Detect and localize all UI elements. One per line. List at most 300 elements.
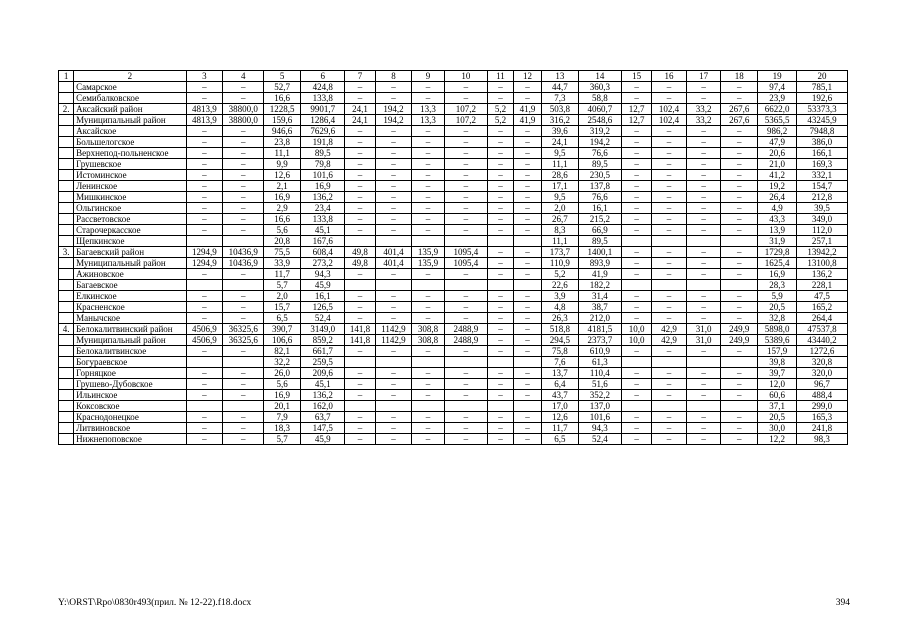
value-cell bbox=[444, 401, 487, 412]
header-cell: 18 bbox=[721, 71, 758, 82]
row-number-cell bbox=[59, 170, 74, 181]
value-cell: 360,3 bbox=[578, 82, 621, 93]
value-cell: – bbox=[345, 368, 375, 379]
value-cell: – bbox=[652, 346, 687, 357]
value-cell: 133,8 bbox=[301, 93, 345, 104]
row-number-cell bbox=[59, 181, 74, 192]
value-cell: 1095,4 bbox=[444, 258, 487, 269]
territory-name-cell: Муниципальный район bbox=[74, 335, 186, 346]
value-cell: – bbox=[513, 247, 541, 258]
table-row bbox=[59, 247, 848, 258]
value-cell: 16,9 bbox=[758, 269, 797, 280]
value-cell: 16,9 bbox=[264, 390, 301, 401]
value-cell: – bbox=[621, 346, 651, 357]
value-cell: 18,3 bbox=[264, 423, 301, 434]
value-cell: – bbox=[652, 137, 687, 148]
value-cell: 31,0 bbox=[686, 324, 721, 335]
value-cell: 23,4 bbox=[301, 203, 345, 214]
value-cell: – bbox=[487, 335, 513, 346]
value-cell: 9,5 bbox=[542, 148, 579, 159]
value-cell: – bbox=[652, 126, 687, 137]
value-cell: 49,8 bbox=[345, 258, 375, 269]
value-cell: 5,9 bbox=[758, 291, 797, 302]
value-cell: – bbox=[621, 269, 651, 280]
territory-name-cell: Багаевское bbox=[74, 280, 186, 291]
value-cell: 20,8 bbox=[264, 236, 301, 247]
value-cell: – bbox=[686, 203, 721, 214]
value-cell: – bbox=[513, 159, 541, 170]
value-cell: 165,2 bbox=[797, 302, 848, 313]
value-cell: – bbox=[412, 379, 444, 390]
value-cell: – bbox=[444, 126, 487, 137]
value-cell: – bbox=[412, 269, 444, 280]
value-cell: 12,0 bbox=[758, 379, 797, 390]
value-cell: – bbox=[345, 170, 375, 181]
value-cell: – bbox=[652, 269, 687, 280]
value-cell: 7,9 bbox=[264, 412, 301, 423]
value-cell: 212,8 bbox=[797, 192, 848, 203]
value-cell: – bbox=[444, 434, 487, 445]
value-cell: 94,3 bbox=[578, 423, 621, 434]
value-cell: 76,6 bbox=[578, 148, 621, 159]
value-cell: – bbox=[375, 82, 412, 93]
value-cell: – bbox=[652, 313, 687, 324]
row-number-cell bbox=[59, 401, 74, 412]
value-cell bbox=[223, 357, 264, 368]
value-cell: – bbox=[621, 423, 651, 434]
value-cell: 137,8 bbox=[578, 181, 621, 192]
value-cell: 45,1 bbox=[301, 225, 345, 236]
value-cell: 264,4 bbox=[797, 313, 848, 324]
row-number-cell bbox=[59, 203, 74, 214]
value-cell: 19,2 bbox=[758, 181, 797, 192]
value-cell: – bbox=[513, 82, 541, 93]
row-number-cell bbox=[59, 82, 74, 93]
territory-name-cell: Семибалковское bbox=[74, 93, 186, 104]
value-cell: – bbox=[223, 390, 264, 401]
value-cell: – bbox=[621, 434, 651, 445]
value-cell: – bbox=[487, 313, 513, 324]
value-cell: 53373,3 bbox=[797, 104, 848, 115]
value-cell: – bbox=[621, 390, 651, 401]
value-cell: – bbox=[652, 148, 687, 159]
value-cell: 41,9 bbox=[513, 104, 541, 115]
row-number-cell bbox=[59, 357, 74, 368]
value-cell: – bbox=[621, 148, 651, 159]
value-cell: 4,8 bbox=[542, 302, 579, 313]
value-cell: 320,0 bbox=[797, 368, 848, 379]
value-cell: – bbox=[412, 192, 444, 203]
value-cell: – bbox=[621, 225, 651, 236]
value-cell: – bbox=[375, 291, 412, 302]
value-cell: 102,4 bbox=[652, 115, 687, 126]
value-cell: 32,8 bbox=[758, 313, 797, 324]
value-cell: 106,6 bbox=[264, 335, 301, 346]
value-cell bbox=[375, 357, 412, 368]
value-cell: 135,9 bbox=[412, 258, 444, 269]
value-cell: – bbox=[621, 181, 651, 192]
value-cell: – bbox=[513, 192, 541, 203]
row-number-cell: 3. bbox=[59, 247, 74, 258]
value-cell: – bbox=[412, 181, 444, 192]
value-cell bbox=[721, 280, 758, 291]
value-cell: – bbox=[444, 214, 487, 225]
table-row bbox=[59, 346, 848, 357]
value-cell: 43245,9 bbox=[797, 115, 848, 126]
value-cell: 319,2 bbox=[578, 126, 621, 137]
value-cell: 98,3 bbox=[797, 434, 848, 445]
value-cell: – bbox=[686, 82, 721, 93]
value-cell: – bbox=[686, 291, 721, 302]
value-cell: 6,5 bbox=[264, 313, 301, 324]
value-cell: – bbox=[444, 148, 487, 159]
value-cell: – bbox=[412, 137, 444, 148]
value-cell: 39,6 bbox=[542, 126, 579, 137]
value-cell: 42,9 bbox=[652, 324, 687, 335]
value-cell: 141,8 bbox=[345, 335, 375, 346]
value-cell: 60,6 bbox=[758, 390, 797, 401]
value-cell: – bbox=[686, 93, 721, 104]
value-cell: – bbox=[487, 423, 513, 434]
value-cell: 390,7 bbox=[264, 324, 301, 335]
value-cell: 7,3 bbox=[542, 93, 579, 104]
value-cell: 16,9 bbox=[301, 181, 345, 192]
value-cell: 12,7 bbox=[621, 115, 651, 126]
value-cell: – bbox=[412, 126, 444, 137]
value-cell: – bbox=[345, 214, 375, 225]
row-number-cell bbox=[59, 313, 74, 324]
value-cell: – bbox=[186, 137, 223, 148]
value-cell: – bbox=[375, 203, 412, 214]
value-cell: 273,2 bbox=[301, 258, 345, 269]
table-row bbox=[59, 104, 848, 115]
value-cell: 76,6 bbox=[578, 192, 621, 203]
value-cell: – bbox=[444, 192, 487, 203]
value-cell: – bbox=[721, 247, 758, 258]
header-cell: 2 bbox=[74, 71, 186, 82]
value-cell: 45,9 bbox=[301, 280, 345, 291]
value-cell: 2488,9 bbox=[444, 335, 487, 346]
value-cell: – bbox=[721, 346, 758, 357]
header-cell: 15 bbox=[621, 71, 651, 82]
value-cell: – bbox=[513, 346, 541, 357]
value-cell: 20,5 bbox=[758, 302, 797, 313]
value-cell: – bbox=[513, 93, 541, 104]
row-number-cell bbox=[59, 291, 74, 302]
value-cell: – bbox=[513, 214, 541, 225]
value-cell: 893,9 bbox=[578, 258, 621, 269]
value-cell: 26,7 bbox=[542, 214, 579, 225]
value-cell: – bbox=[487, 82, 513, 93]
value-cell: 7629,6 bbox=[301, 126, 345, 137]
territory-name-cell: Краснодонецкое bbox=[74, 412, 186, 423]
value-cell: 2,1 bbox=[264, 181, 301, 192]
value-cell: 12,6 bbox=[542, 412, 579, 423]
territory-name-cell: Истоминское bbox=[74, 170, 186, 181]
table-row bbox=[59, 126, 848, 137]
table-row bbox=[59, 324, 848, 335]
value-cell: – bbox=[345, 379, 375, 390]
header-cell: 8 bbox=[375, 71, 412, 82]
value-cell: – bbox=[223, 203, 264, 214]
value-cell: 38800,0 bbox=[223, 104, 264, 115]
row-number-cell bbox=[59, 346, 74, 357]
value-cell: – bbox=[652, 247, 687, 258]
value-cell: 316,2 bbox=[542, 115, 579, 126]
value-cell: – bbox=[652, 390, 687, 401]
value-cell: – bbox=[487, 148, 513, 159]
value-cell: – bbox=[186, 313, 223, 324]
value-cell: – bbox=[223, 412, 264, 423]
value-cell: – bbox=[487, 434, 513, 445]
value-cell: – bbox=[652, 258, 687, 269]
value-cell: 7948,8 bbox=[797, 126, 848, 137]
value-cell: 37,1 bbox=[758, 401, 797, 412]
value-cell: – bbox=[652, 434, 687, 445]
value-cell: 401,4 bbox=[375, 247, 412, 258]
value-cell: 332,1 bbox=[797, 170, 848, 181]
value-cell: – bbox=[375, 214, 412, 225]
value-cell bbox=[721, 236, 758, 247]
value-cell: 5,2 bbox=[487, 104, 513, 115]
value-cell: – bbox=[686, 269, 721, 280]
value-cell: – bbox=[686, 148, 721, 159]
value-cell: – bbox=[652, 302, 687, 313]
value-cell bbox=[721, 401, 758, 412]
row-number-cell bbox=[59, 236, 74, 247]
header-cell: 17 bbox=[686, 71, 721, 82]
value-cell bbox=[375, 236, 412, 247]
value-cell: – bbox=[186, 214, 223, 225]
value-cell: 4813,9 bbox=[186, 104, 223, 115]
value-cell: 11,7 bbox=[264, 269, 301, 280]
value-cell: – bbox=[721, 368, 758, 379]
value-cell: 661,7 bbox=[301, 346, 345, 357]
value-cell: – bbox=[345, 181, 375, 192]
value-cell: – bbox=[487, 302, 513, 313]
value-cell: 11,1 bbox=[542, 159, 579, 170]
value-cell: – bbox=[652, 214, 687, 225]
value-cell: – bbox=[721, 313, 758, 324]
value-cell: – bbox=[686, 159, 721, 170]
value-cell: 44,7 bbox=[542, 82, 579, 93]
value-cell: – bbox=[186, 170, 223, 181]
value-cell: – bbox=[412, 170, 444, 181]
value-cell: 1729,8 bbox=[758, 247, 797, 258]
value-cell: 43,7 bbox=[542, 390, 579, 401]
table-row bbox=[59, 203, 848, 214]
value-cell: 89,5 bbox=[578, 236, 621, 247]
value-cell: 5,7 bbox=[264, 280, 301, 291]
value-cell bbox=[412, 401, 444, 412]
row-number-cell bbox=[59, 159, 74, 170]
value-cell: 107,2 bbox=[444, 115, 487, 126]
territory-name-cell: Рассветовское bbox=[74, 214, 186, 225]
value-cell: 352,2 bbox=[578, 390, 621, 401]
table-row bbox=[59, 159, 848, 170]
value-cell: 6622,0 bbox=[758, 104, 797, 115]
value-cell: – bbox=[345, 137, 375, 148]
value-cell: – bbox=[721, 434, 758, 445]
value-cell: – bbox=[652, 291, 687, 302]
value-cell: 169,3 bbox=[797, 159, 848, 170]
table-row bbox=[59, 335, 848, 346]
value-cell: 36325,6 bbox=[223, 324, 264, 335]
value-cell bbox=[444, 280, 487, 291]
value-cell: – bbox=[487, 192, 513, 203]
table-row bbox=[59, 115, 848, 126]
table-row bbox=[59, 280, 848, 291]
value-cell: – bbox=[375, 170, 412, 181]
value-cell: – bbox=[513, 137, 541, 148]
value-cell: – bbox=[721, 423, 758, 434]
value-cell: – bbox=[621, 82, 651, 93]
value-cell: 33,2 bbox=[686, 115, 721, 126]
value-cell: – bbox=[412, 148, 444, 159]
value-cell: – bbox=[444, 159, 487, 170]
value-cell: 267,6 bbox=[721, 115, 758, 126]
value-cell: 43440,2 bbox=[797, 335, 848, 346]
value-cell: – bbox=[721, 258, 758, 269]
value-cell: – bbox=[621, 258, 651, 269]
value-cell: 610,9 bbox=[578, 346, 621, 357]
value-cell: – bbox=[621, 291, 651, 302]
value-cell: 4181,5 bbox=[578, 324, 621, 335]
value-cell: 112,0 bbox=[797, 225, 848, 236]
value-cell: 89,5 bbox=[301, 148, 345, 159]
table-row bbox=[59, 137, 848, 148]
value-cell: 1142,9 bbox=[375, 335, 412, 346]
value-cell bbox=[186, 401, 223, 412]
value-cell: 102,4 bbox=[652, 104, 687, 115]
table-row bbox=[59, 412, 848, 423]
value-cell: 38,7 bbox=[578, 302, 621, 313]
value-cell: – bbox=[375, 137, 412, 148]
value-cell: – bbox=[223, 181, 264, 192]
value-cell bbox=[186, 357, 223, 368]
value-cell: – bbox=[721, 181, 758, 192]
table-row bbox=[59, 192, 848, 203]
value-cell: 17,0 bbox=[542, 401, 579, 412]
value-cell: – bbox=[652, 181, 687, 192]
value-cell: – bbox=[487, 379, 513, 390]
value-cell: – bbox=[686, 313, 721, 324]
value-cell bbox=[652, 401, 687, 412]
value-cell: – bbox=[487, 203, 513, 214]
value-cell: – bbox=[652, 225, 687, 236]
value-cell bbox=[513, 236, 541, 247]
value-cell: 3149,0 bbox=[301, 324, 345, 335]
value-cell: 24,1 bbox=[542, 137, 579, 148]
territory-name-cell: Манычское bbox=[74, 313, 186, 324]
header-cell: 4 bbox=[223, 71, 264, 82]
value-cell: – bbox=[686, 302, 721, 313]
value-cell: 47,5 bbox=[797, 291, 848, 302]
value-cell: – bbox=[444, 302, 487, 313]
value-cell: – bbox=[223, 434, 264, 445]
value-cell: 13,7 bbox=[542, 368, 579, 379]
value-cell: 41,9 bbox=[513, 115, 541, 126]
value-cell bbox=[621, 401, 651, 412]
value-cell: 110,9 bbox=[542, 258, 579, 269]
value-cell bbox=[721, 357, 758, 368]
value-cell: 21,0 bbox=[758, 159, 797, 170]
value-cell: – bbox=[375, 126, 412, 137]
table-row bbox=[59, 225, 848, 236]
value-cell: 12,2 bbox=[758, 434, 797, 445]
value-cell: – bbox=[652, 423, 687, 434]
territory-name-cell: Большелогское bbox=[74, 137, 186, 148]
value-cell: – bbox=[375, 434, 412, 445]
value-cell: 488,4 bbox=[797, 390, 848, 401]
value-cell: 1625,4 bbox=[758, 258, 797, 269]
value-cell: – bbox=[375, 181, 412, 192]
value-cell: 7,6 bbox=[542, 357, 579, 368]
value-cell bbox=[412, 280, 444, 291]
value-cell: 230,5 bbox=[578, 170, 621, 181]
value-cell: – bbox=[621, 159, 651, 170]
value-cell: 1400,1 bbox=[578, 247, 621, 258]
value-cell: – bbox=[513, 313, 541, 324]
value-cell: – bbox=[223, 93, 264, 104]
value-cell: – bbox=[721, 412, 758, 423]
value-cell: 424,8 bbox=[301, 82, 345, 93]
value-cell: 28,6 bbox=[542, 170, 579, 181]
table-row bbox=[59, 401, 848, 412]
value-cell: 503,8 bbox=[542, 104, 579, 115]
value-cell: – bbox=[621, 214, 651, 225]
value-cell: – bbox=[686, 126, 721, 137]
value-cell: 10,0 bbox=[621, 324, 651, 335]
value-cell: – bbox=[686, 225, 721, 236]
value-cell: – bbox=[686, 137, 721, 148]
value-cell: 167,6 bbox=[301, 236, 345, 247]
value-cell: – bbox=[412, 368, 444, 379]
value-cell bbox=[513, 401, 541, 412]
value-cell: 39,7 bbox=[758, 368, 797, 379]
value-cell: 107,2 bbox=[444, 104, 487, 115]
value-cell: – bbox=[444, 137, 487, 148]
value-cell: 16,9 bbox=[264, 192, 301, 203]
territory-name-cell: Богураевское bbox=[74, 357, 186, 368]
value-cell: – bbox=[444, 93, 487, 104]
value-cell: – bbox=[223, 291, 264, 302]
value-cell: 101,6 bbox=[301, 170, 345, 181]
territory-name-cell: Литвиновское bbox=[74, 423, 186, 434]
value-cell: 133,8 bbox=[301, 214, 345, 225]
value-cell: 126,5 bbox=[301, 302, 345, 313]
value-cell: 52,7 bbox=[264, 82, 301, 93]
value-cell: – bbox=[487, 137, 513, 148]
value-cell: – bbox=[487, 126, 513, 137]
value-cell: – bbox=[412, 203, 444, 214]
value-cell: – bbox=[721, 148, 758, 159]
table-row bbox=[59, 82, 848, 93]
row-number-cell bbox=[59, 258, 74, 269]
table-row bbox=[59, 258, 848, 269]
value-cell: – bbox=[375, 269, 412, 280]
value-cell: – bbox=[513, 324, 541, 335]
territory-name-cell: Муниципальный район bbox=[74, 115, 186, 126]
value-cell: – bbox=[223, 269, 264, 280]
value-cell: – bbox=[513, 148, 541, 159]
value-cell: 33,2 bbox=[686, 104, 721, 115]
value-cell: – bbox=[444, 313, 487, 324]
value-cell bbox=[487, 401, 513, 412]
table-row bbox=[59, 379, 848, 390]
value-cell: 5,6 bbox=[264, 379, 301, 390]
row-number-cell bbox=[59, 93, 74, 104]
